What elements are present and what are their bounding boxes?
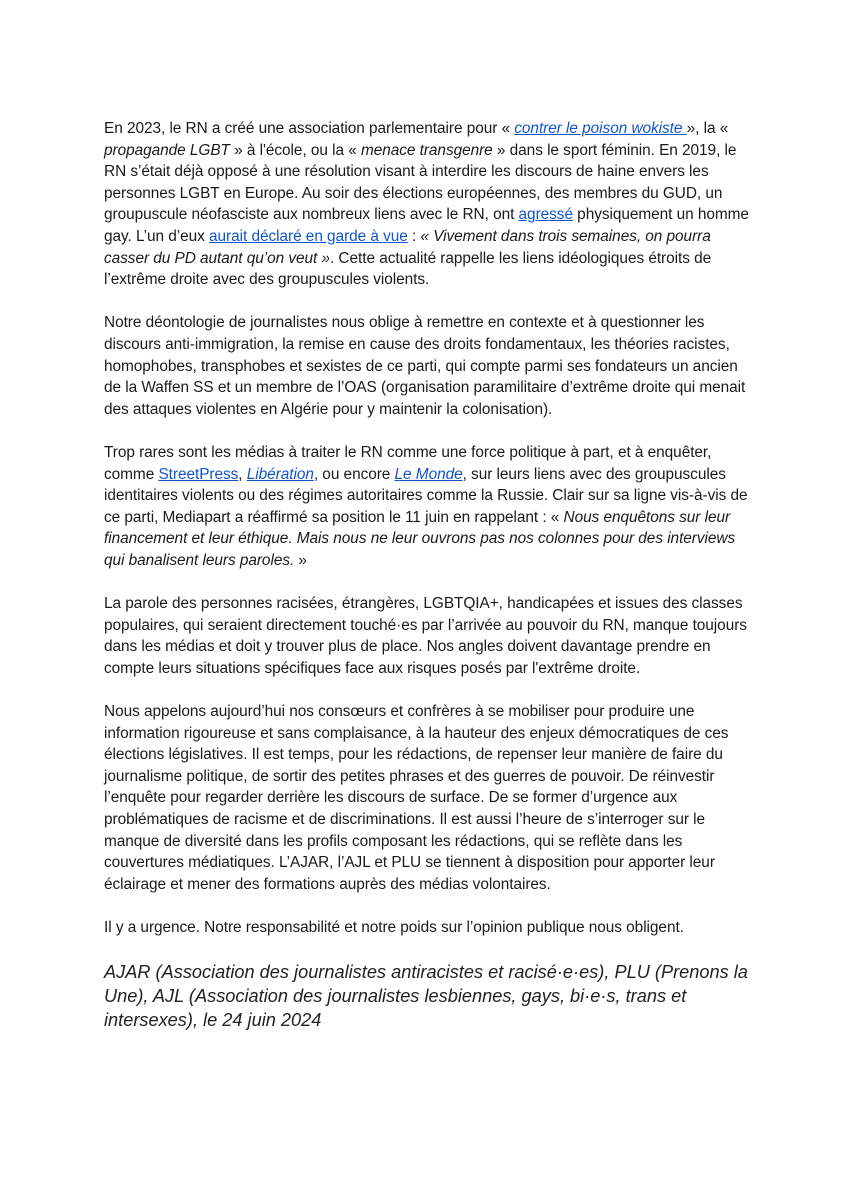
text-segment: Trop rares sont les médias à traiter le RN comme une force politique à part, et à enquêter, comme [104, 443, 712, 483]
paragraph-urgence: Il y a urgence. Notre responsabilité et notre poids sur l’opinion publique nous obligent. [104, 918, 684, 936]
text-segment: , ou encore [313, 465, 395, 483]
signature: AJAR (Association des journalistes antiracistes et racisé·e·es), PLU (Prenons la Une), AJL (Association des journalistes lesbiennes, gays, bi·e·s, trans et intersexes), le 24 juin 2024 [104, 962, 748, 1031]
document-page [104, 118, 752, 1050]
text-segment: » [294, 551, 307, 569]
text-segment: », la « [686, 120, 729, 137]
text-segment: . Cette actualité rappelle les liens idéologiques étroits de l’extrême droite avec des groupuscules violents. [104, 249, 712, 289]
paragraph-parole: La parole des personnes racisées, étrangères, LGBTQIA+, handicapées et issues des classes populaires, qui seraient directement touché·es par l’arrivée au pouvoir du RN, manque toujours dans les médias et doit y trouver plus de place. Nos angles doivent davantage prendre en compte leurs situations spécifiques face aux risques posés par l'extrême droite. [104, 595, 747, 677]
text-segment: : [407, 227, 421, 245]
paragraph-rn-lgbt [104, 118, 752, 291]
paragraph-deontologie: Notre déontologie de journalistes nous oblige à remettre en contexte et à questionner les discours anti-immigration, la remise en cause des droits fondamentaux, les théories racistes, homophobes, transphobes et sexistes de ce parti, qui compte parmi ses fondateurs un ancien de la Waffen SS et un membre de l’OAS (organisation paramilitaire d’extrême droite qui menait des attaques violentes en Algérie pour y maintenir la colonisation). [104, 314, 746, 418]
italic-quote: « Vivement dans trois semaines, on pourra casser du PD autant qu’on veut » [104, 227, 711, 267]
link-contrer-poison-wokiste[interactable]: contrer le poison wokiste [514, 120, 687, 137]
text-segment: » à l'école, ou la « [229, 141, 361, 159]
text-segment: physiquement un homme gay. L’un d’eux [104, 206, 749, 245]
paragraph-appel: Nous appelons aujourd’hui nos consœurs et confrères à se mobiliser pour produire une information rigoureuse et sans complaisance, à la hauteur des enjeux démocratiques de ces élections législatives. Il est temps, pour les rédactions, de repenser leur manière de faire du journalisme politique, de sortir des petites phrases et des guerres de pouvoir. De réinvestir l’enquête pour regarder derrière les discours de surface. De se former d’urgence aux problématiques de racisme et de discriminations. Il est aussi l’heure de s’interroger sur le manque de diversité dans les profils composant les rédactions, qui se reflète dans les couvertures médiatiques. L’AJAR, l’AJL et PLU se tiennent à disposition pour apporter leur éclairage et mener des formations auprès des médias volontaires. [104, 703, 729, 893]
paragraph-medias [104, 442, 752, 572]
italic-quote: Nous enquêtons sur leur financement et leur éthique. Mais nous ne leur ouvrons pas nos colonnes pour des interviews qui banalisent leurs paroles. [104, 508, 736, 569]
italic-segment: menace transgenre [360, 141, 493, 159]
link-liberation[interactable]: Libération [246, 465, 314, 483]
text-segment: , [238, 465, 247, 483]
link-le-monde[interactable]: Le Monde [394, 465, 463, 483]
text-segment: » dans le sport féminin. En 2019, le RN s’était déjà opposé à une résolution visant à interdire les discours de haine envers les personnes LGBT en Europe. Au soir des élections européennes, des membres du GUD, un groupuscule néofasciste aux nombreux liens avec le RN, ont [104, 141, 737, 224]
italic-segment: propagande LGBT [104, 141, 230, 159]
text-segment: , sur leurs liens avec des groupuscules identitaires violents ou des régimes autoritaires comme la Russie. Clair sur sa ligne vis-à-vis de ce parti, Mediapart a réaffirmé sa position le 11 juin en rappelant : « [104, 465, 748, 526]
text-segment: En 2023, le RN a créé une association parlementaire pour « [104, 120, 515, 137]
link-agresse[interactable]: agressé [518, 206, 573, 224]
link-garde-a-vue[interactable]: aurait déclaré en garde à vue [209, 227, 408, 245]
link-streetpress[interactable]: StreetPress [158, 465, 239, 483]
